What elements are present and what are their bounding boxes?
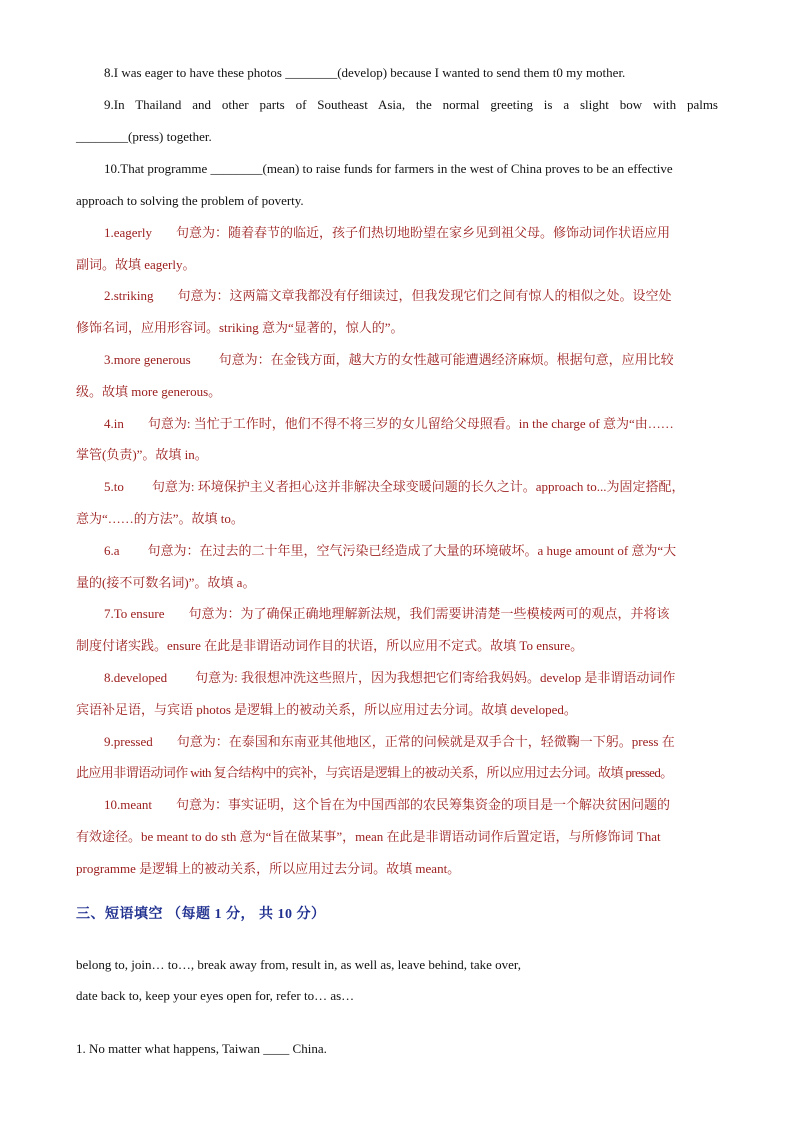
answer-4-line2: 掌管(负责)”。故填 in。 — [76, 447, 208, 462]
answer-explanation: 句意为: 当忙于工作时，他们不得不将三岁的女儿留给父母照看。in the charge of 意为“由…… — [147, 416, 674, 431]
answer-10-line2: 有效途径。be meant to do sth 意为“旨在做某事”，mean 在此是非谓语动词作后置定语，与所修饰词 That — [76, 829, 661, 844]
answer-5-line1 — [104, 478, 718, 496]
answer-key: 2.striking — [104, 288, 154, 303]
answer-explanation: 句意为：为了确保正确地理解新法规，我们需要讲清楚一些模棱两可的观点，并将该 — [188, 606, 670, 621]
question-8: 8.I was eager to have these photos ________(develop) because I wanted to send them t0 my mother. — [104, 65, 626, 80]
answer-key: 10.meant — [104, 797, 153, 812]
answer-explanation: 句意为：在金钱方面，越大方的女性越可能遭遇经济麻烦。根据句意，应用比较 — [218, 352, 674, 367]
section-heading: 三、短语填空 （每题 1 分， 共 10 分） — [76, 907, 326, 922]
answer-key: 9.pressed — [104, 734, 153, 749]
answer-explanation: 句意为：在泰国和东南亚其他地区，正常的问候就是双手合十，轻微鞠一下躬。press 在 — [176, 734, 675, 749]
question-10-line1: 10.That programme ________(mean) to raise funds for farmers in the west of China proves to be an effective — [104, 161, 673, 176]
answer-5-line2: 意为“……的方法”。故填 to。 — [76, 511, 244, 526]
answer-8-line1 — [104, 669, 718, 687]
answer-explanation: 句意为：在过去的二十年里，空气污染已经造成了大量的环境破坏。a huge amount of 意为“大 — [147, 543, 677, 558]
question-9-line2: ________(press) together. — [76, 129, 212, 144]
answer-key: 4.in — [104, 416, 124, 431]
answer-key: 8.developed — [104, 670, 168, 685]
answer-7-line2: 制度付诸实践。ensure 在此是非谓语动词作目的状语，所以应用不定式。故填 To ensure。 — [76, 638, 584, 653]
answer-3-line2: 级。故填 more generous。 — [76, 384, 222, 399]
answer-3-line1 — [104, 351, 718, 369]
answer-key: 7.To ensure — [104, 606, 165, 621]
answer-key: 5.to — [104, 479, 124, 494]
question-9-line1: 9.In Thailand and other parts of Southeast Asia, the normal greeting is a slight bow with palms — [104, 97, 718, 112]
question-1: 1. No matter what happens, Taiwan ____ China. — [76, 1041, 327, 1056]
answer-explanation: 句意为: 我很想冲洗这些照片，因为我想把它们寄给我妈妈。develop 是非谓语动词作 — [195, 670, 676, 685]
answer-10-line3: programme 是逻辑上的被动关系，所以应用过去分词。故填 meant。 — [76, 861, 461, 876]
answer-2-line1 — [104, 287, 718, 305]
answer-2-line2: 修饰名词，应用形容词。striking 意为“显著的，惊人的”。 — [76, 320, 404, 335]
answer-9-line2: 此应用非谓语动词作 with 复合结构中的宾补，与宾语是逻辑上的被动关系，所以应用过去分词。故填 pressed。 — [76, 765, 673, 780]
answer-explanation: 句意为: 环境保护主义者担心这并非解决全球变暖问题的长久之计。approach to...为固定搭配， — [151, 479, 685, 494]
answer-1-line2: 副词。故填 eagerly。 — [76, 257, 196, 272]
answer-explanation: 句意为：事实证明，这个旨在为中国西部的农民筹集资金的项目是一个解决贫困问题的 — [176, 797, 671, 812]
phrase-bank-line2: date back to, keep your eyes open for, refer to… as… — [76, 988, 355, 1003]
answer-4-line1 — [104, 415, 718, 433]
phrase-bank-line1: belong to, join… to…, break away from, result in, as well as, leave behind, take over, — [76, 957, 521, 972]
answer-1-line1 — [104, 224, 718, 242]
answer-9-line1 — [104, 733, 718, 751]
answer-explanation: 句意为：随着春节的临近，孩子们热切地盼望在家乡见到祖父母。修饰动词作状语应用 — [176, 225, 671, 240]
answer-key: 3.more generous — [104, 352, 191, 367]
answer-7-line1 — [104, 605, 718, 623]
answer-10-line1 — [104, 796, 718, 814]
answer-key: 6.a — [104, 543, 120, 558]
answer-explanation: 句意为：这两篇文章我都没有仔细读过，但我发现它们之间有惊人的相似之处。设空处 — [177, 288, 672, 303]
answer-6-line2: 量的(接不可数名词)”。故填 a。 — [76, 575, 256, 590]
question-10-line2: approach to solving the problem of poverty. — [76, 193, 304, 208]
answer-6-line1 — [104, 542, 718, 560]
answer-8-line2: 宾语补足语，与宾语 photos 是逻辑上的被动关系，所以应用过去分词。故填 developed。 — [76, 702, 577, 717]
answer-key: 1.eagerly — [104, 225, 153, 240]
